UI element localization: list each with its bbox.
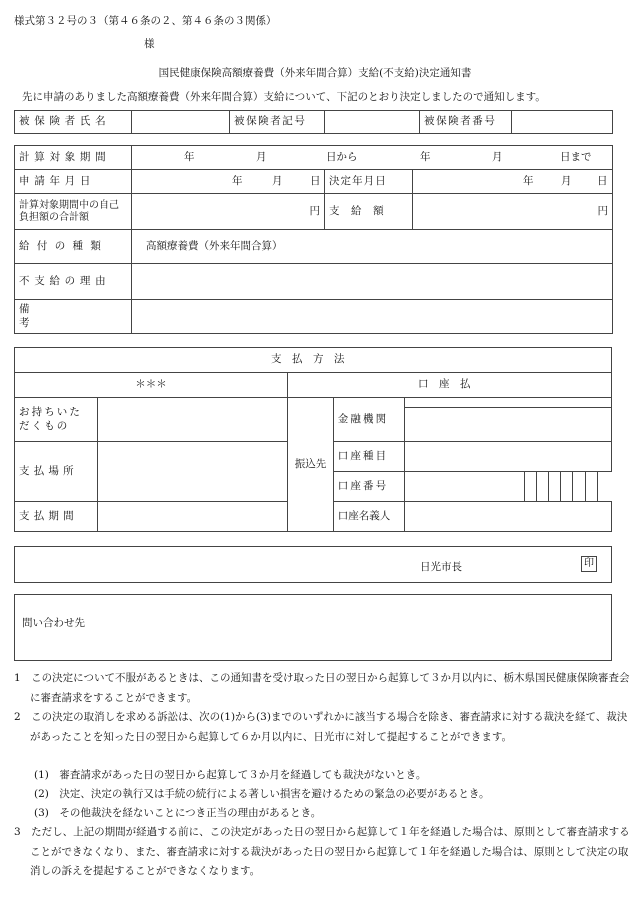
account-number-label: 口座番号: [333, 472, 404, 502]
transfer-label: 振込先: [288, 398, 334, 532]
insured-number-label: 被保険者番号: [420, 111, 512, 134]
self-pay-label: 計算対象期間中の自己負担額の合計額: [15, 194, 132, 230]
application-year: 年: [232, 175, 243, 187]
account-number-cell-0[interactable]: [404, 472, 524, 502]
account-number-cell-1[interactable]: [524, 472, 536, 502]
note-1: 1 この決定について不服があるときは、この通知書を受け取った日の翌日から起算して３か月以内に、栃木県国民健康保険審査会に審査請求をすることができます。: [14, 672, 630, 704]
application-date-label: 申請年月日: [15, 170, 132, 194]
account-type-field[interactable]: [404, 442, 611, 472]
application-month: 月: [272, 175, 283, 187]
period-label: 計算対象期間: [15, 146, 132, 170]
account-holder-label: 口座名義人: [333, 502, 404, 532]
insured-name-field[interactable]: [132, 111, 230, 134]
decision-month: 月: [561, 175, 572, 187]
benefit-type-label: 給付の種類: [15, 230, 132, 264]
bank-field[interactable]: [404, 408, 611, 442]
period-from-day: 日から: [326, 151, 358, 163]
period-to-day: 日まで: [560, 151, 592, 163]
bank-field-top[interactable]: [404, 398, 611, 408]
insured-table: [14, 110, 613, 134]
period-field[interactable]: [132, 146, 613, 170]
account-number-cell-5[interactable]: [573, 472, 585, 502]
page-title: 国民健康保険高額療養費（外来年間合算）支給(不支給)決定通知書: [158, 67, 472, 79]
note-2-1: (1) 審査請求があった日の翌日から起算して３か月を経過しても裁決がないとき。: [34, 769, 427, 781]
insured-number-field[interactable]: [512, 111, 613, 134]
remarks-label: [15, 300, 132, 334]
payment-left-heading: ＊＊＊: [15, 373, 288, 398]
payment-place-label: 支払場所: [15, 442, 98, 502]
decision-day: 日: [597, 175, 608, 187]
insured-symbol-label: 被保険者記号: [230, 111, 325, 134]
mayor-name: 日光市長: [420, 561, 462, 573]
bank-label: 金融機関: [333, 398, 404, 442]
remarks-field[interactable]: [132, 300, 613, 334]
remarks-label-text: 備考: [19, 303, 86, 329]
items-to-bring-label: お持ちいただくもの: [15, 398, 98, 442]
account-number-cell-2[interactable]: [536, 472, 548, 502]
period-from-month: 月: [256, 151, 267, 163]
self-pay-yen: 円: [309, 204, 320, 217]
account-holder-field[interactable]: [404, 502, 611, 532]
contact-box[interactable]: [14, 594, 612, 661]
form-number: 様式第３２号の３（第４６条の２、第４６条の３関係）: [14, 15, 277, 27]
seal-icon: 印: [581, 556, 597, 572]
payment-amount-field[interactable]: [413, 194, 613, 230]
decision-year: 年: [523, 175, 534, 187]
period-to-year: 年: [420, 151, 431, 163]
issuer-box: [14, 546, 612, 583]
note-3: 3 ただし、上記の期間が経過する前に、この決定があった日の翌日から起算して１年を経過した場合は、原則として審査請求することができなくなり、また、審査請求に対する裁決があった日の翌日から起算して１年を経過した場合は、原則として決定の取消しの訴えを提起することができなくなります。: [14, 826, 630, 877]
note-2: 2 この決定の取消しを求める訴訟は、次の(1)から(3)までのいずれかに該当する場合を除き、審査請求に対する裁決を経て、裁決があったことを知った日の翌日から起算して６か月以内に、日光市に対して提起することができます。: [14, 711, 628, 743]
payment-table: [14, 347, 612, 532]
note-2-3: (3) その他裁決を経ないことにつき正当の理由があるとき。: [34, 807, 322, 819]
decision-date-field[interactable]: [413, 170, 613, 194]
benefit-type-value: 高額療養費（外来年間合算）: [132, 230, 613, 264]
self-pay-field[interactable]: [132, 194, 325, 230]
account-type-label: 口座種目: [333, 442, 404, 472]
account-number-cell-3[interactable]: [549, 472, 561, 502]
payment-period-label: 支払期間: [15, 502, 98, 532]
details-table: [14, 145, 613, 334]
payment-place-field[interactable]: [98, 442, 288, 502]
period-from-year: 年: [184, 151, 195, 163]
period-to-month: 月: [492, 151, 503, 163]
payment-amount-label: 支給額: [325, 194, 413, 230]
refusal-reason-field[interactable]: [132, 264, 613, 300]
insured-name-label: 被保険者氏名: [15, 111, 132, 134]
note-2-2: (2) 決定、決定の執行又は手続の続行による著しい損害を避けるための緊急の必要があるとき。: [34, 788, 490, 800]
decision-date-label: 決定年月日: [325, 170, 413, 194]
payment-heading: 支払方法: [15, 348, 612, 373]
application-day: 日: [310, 175, 321, 187]
contact-label: 問い合わせ先: [22, 617, 85, 629]
intro-text: 先に申請のありました高額療養費（外来年間合算）支給について、下記のとおり決定しましたので通知します。: [22, 91, 546, 103]
payment-period-field[interactable]: [98, 502, 288, 532]
insured-symbol-field[interactable]: [325, 111, 420, 134]
application-date-field[interactable]: [132, 170, 325, 194]
account-number-cell-4[interactable]: [561, 472, 573, 502]
items-to-bring-field[interactable]: [98, 398, 288, 442]
refusal-reason-label: 不支給の理由: [15, 264, 132, 300]
payment-amount-yen: 円: [597, 204, 609, 217]
payment-right-heading: 口座払: [288, 373, 612, 398]
account-number-cell-6[interactable]: [585, 472, 597, 502]
addressee-suffix: 様: [144, 38, 155, 50]
